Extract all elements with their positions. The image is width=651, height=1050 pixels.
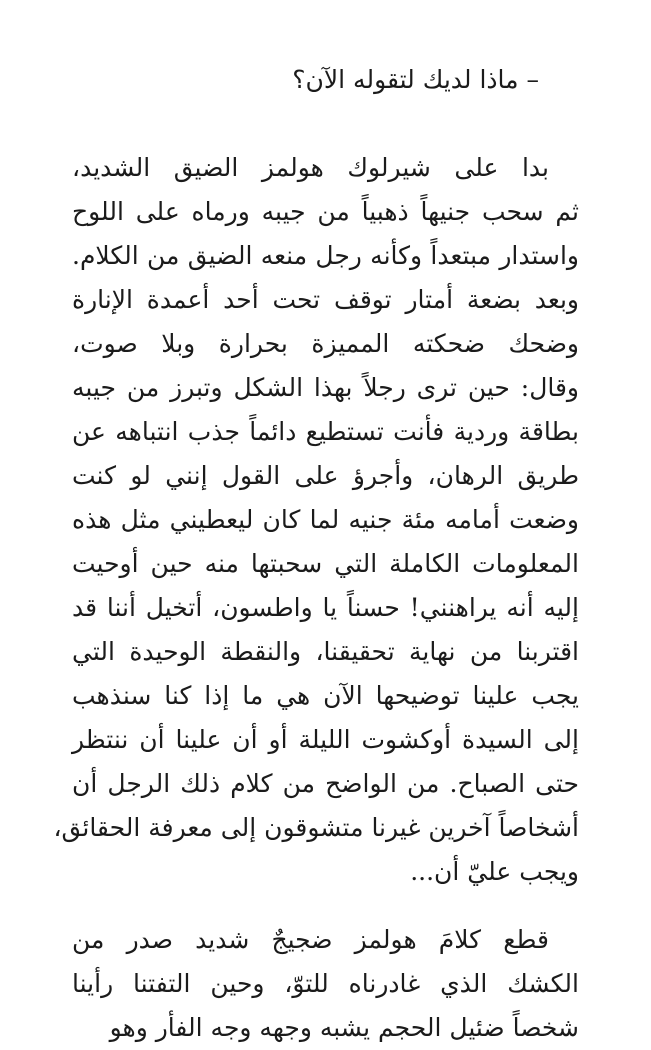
text-line: حتى الصباح. من الواضح من كلام ذلك الرجل أن	[72, 769, 579, 798]
text-line: إليه أنه يراهنني! حسناً يا واطسون، أتخيل أننا قد	[72, 593, 579, 622]
text-line: أشخاصاً آخرين غيرنا متشوقون إلى معرفة الحقائق،	[53, 813, 579, 842]
text-line: يجب علينا توضيحها الآن هي ما إذا كنا سنذهب	[72, 681, 579, 710]
text-line: اقتربنا من نهاية تحقيقنا، والنقطة الوحيدة التي	[72, 637, 579, 666]
text-line: وقال: حين ترى رجلاً بهذا الشكل وتبرز من جيبه	[72, 373, 579, 402]
text-line: وضعت أمامه مئة جنيه لما كان ليعطيني مثل هذه	[72, 505, 579, 534]
text-line: وبعد بضعة أمتار توقف تحت أحد أعمدة الإنارة	[72, 285, 579, 314]
text-line: شخصاً ضئيل الحجم يشبه وجهه وجه الفأر وهو	[109, 1013, 579, 1042]
text-line: ثم سحب جنيهاً ذهبياً من جيبه ورماه على اللوح	[72, 197, 579, 226]
text-line: وضحك ضحكته المميزة بحرارة وبلا صوت،	[72, 329, 579, 358]
text-line: بدا على شيرلوك هولمز الضيق الشديد،	[72, 153, 549, 182]
paragraph-2	[72, 918, 579, 1050]
dialogue-line: – ماذا لديك لتقوله الآن؟	[292, 65, 539, 94]
text-line: بطاقة وردية فأنت تستطيع دائماً جذب انتباهه عن	[72, 417, 579, 446]
text-line: الكشك الذي غادرناه للتوّ، وحين التفتنا رأينا	[72, 969, 579, 998]
text-line: واستدار مبتعداً وكأنه رجل منعه الضيق من الكلام.	[72, 241, 579, 270]
paragraph-1	[53, 146, 579, 894]
text-line: طريق الرهان، وأجرؤ على القول إنني لو كنت	[72, 461, 579, 490]
text-line: المعلومات الكاملة التي سحبتها منه حين أوحيت	[72, 549, 579, 578]
text-line: قطع كلامَ هولمز ضجيجٌ شديد صدر من	[72, 925, 549, 954]
text-line: ويجب عليّ أن...	[410, 857, 579, 886]
text-line: إلى السيدة أوكشوت الليلة أو أن علينا أن ننتظر	[72, 725, 579, 754]
